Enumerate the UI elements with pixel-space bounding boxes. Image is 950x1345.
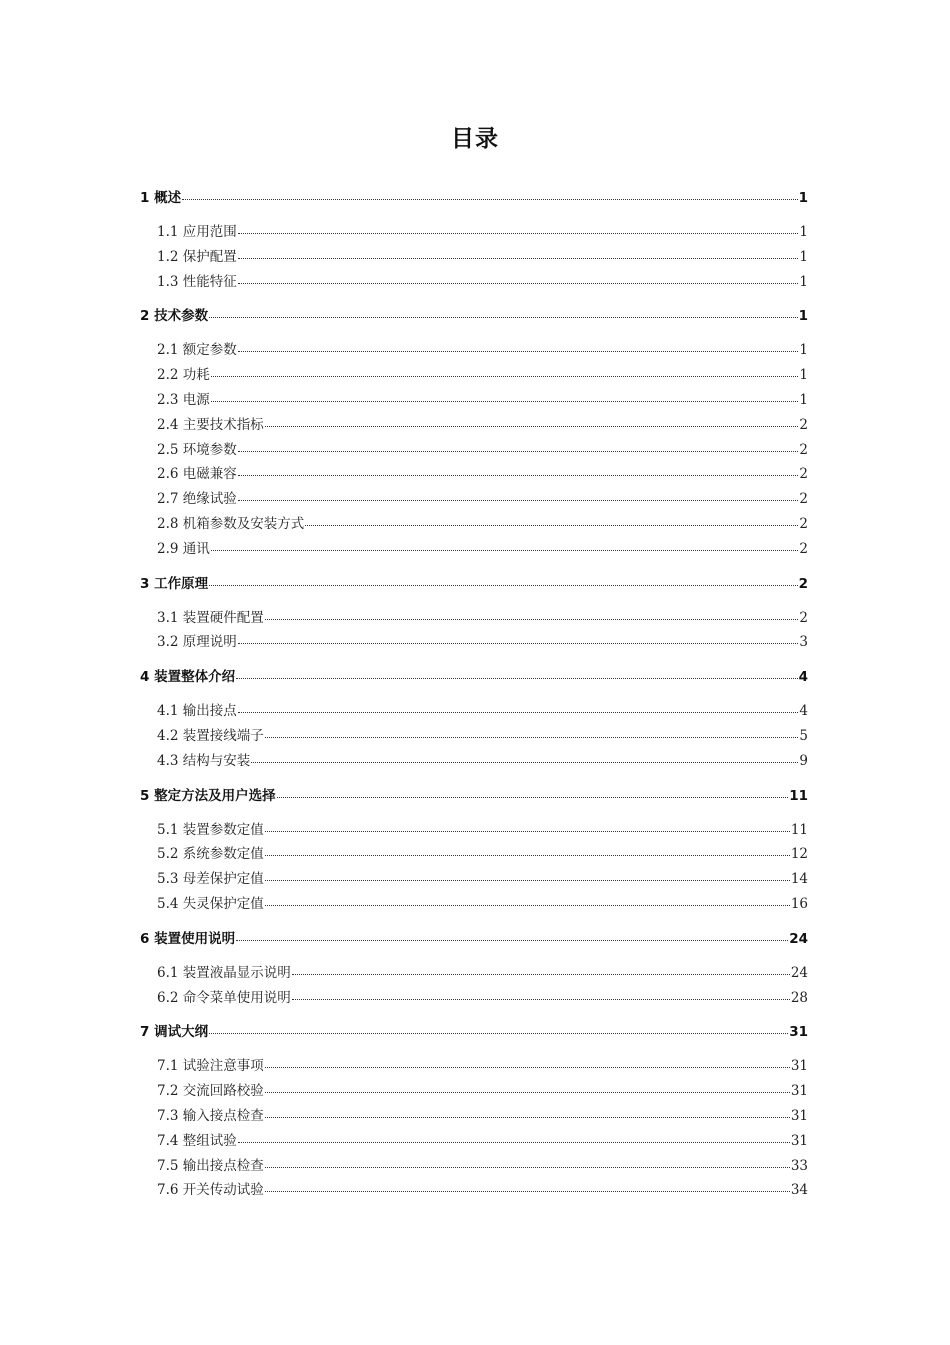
toc-entry-label: 2.9 通讯 [157,540,210,557]
toc-page-number: 31 [790,1132,808,1149]
toc-entry-label: 2.1 额定参数 [157,342,237,359]
toc-subsection-1-3[interactable] [140,270,808,295]
toc-section-5[interactable] [140,784,808,808]
toc-page-number: 31 [789,1024,808,1041]
toc-entry-label: 7.2 交流回路校验 [157,1083,264,1100]
toc-subsection-7-1[interactable] [140,1054,808,1079]
dot-leader [236,668,798,682]
dot-leader [238,223,799,237]
dot-leader [211,539,799,553]
toc-entry-label: 2.7 绝缘试验 [157,491,237,508]
toc-page-number: 12 [790,846,808,863]
dot-leader [265,415,799,429]
toc-entry-label: 3.2 原理说明 [157,634,237,651]
dot-leader [265,1106,790,1120]
toc-page-number: 9 [799,752,808,769]
toc-entry-label: 6 装置使用说明 [140,930,236,947]
toc-page-number: 24 [789,930,808,947]
toc-page-number: 33 [790,1157,808,1174]
toc-subsection-2-4[interactable] [140,413,808,438]
toc-subsection-7-6[interactable] [140,1178,808,1203]
dot-leader [211,366,799,380]
toc-subsection-5-1[interactable] [140,818,808,843]
dot-leader [182,189,798,203]
toc-page-number: 34 [790,1182,808,1199]
toc-subsection-6-1[interactable] [140,961,808,986]
toc-subsection-3-1[interactable] [140,606,808,631]
toc-page-number: 14 [790,871,808,888]
toc-subsection-5-2[interactable] [140,842,808,867]
dot-leader [277,786,789,800]
dot-leader [209,1023,788,1037]
dot-leader [265,1082,790,1096]
toc-subsection-2-1[interactable] [140,338,808,363]
toc-section-3[interactable] [140,572,808,596]
toc-page-number: 2 [799,441,808,458]
toc-page-number: 1 [799,367,808,384]
dot-leader [238,440,799,454]
toc-page-number: 2 [799,491,808,508]
toc-page-number: 31 [790,1058,808,1075]
dot-leader [265,870,790,884]
toc-subsection-7-4[interactable] [140,1129,808,1154]
toc-subsection-2-9[interactable] [140,537,808,562]
dot-leader [211,390,799,404]
dot-leader [251,751,798,765]
dot-leader [209,574,798,588]
toc-page-number: 2 [799,609,808,626]
toc-section-7[interactable] [140,1020,808,1044]
toc-entry-label: 2.4 主要技术指标 [157,416,264,433]
toc-page-number: 1 [799,342,808,359]
dot-leader [238,341,799,355]
toc-subsection-2-6[interactable] [140,462,808,487]
dot-leader [305,514,798,528]
dot-leader [209,307,798,321]
toc-section-6[interactable] [140,927,808,951]
toc-subsection-2-8[interactable] [140,512,808,537]
toc-page-number: 2 [799,416,808,433]
toc-entry-label: 2.2 功耗 [157,367,210,384]
toc-page-number: 11 [789,787,808,804]
toc-page-number: 5 [799,727,808,744]
toc-entry-label: 7.1 试验注意事项 [157,1058,264,1075]
dot-leader [238,1131,790,1145]
dot-leader [265,608,799,622]
toc-entry-label: 1.3 性能特征 [157,273,237,290]
toc-subsection-4-1[interactable] [140,699,808,724]
toc-subsection-7-3[interactable] [140,1104,808,1129]
toc-entry-label: 6.2 命令菜单使用说明 [157,989,291,1006]
toc-entry-label: 2 技术参数 [140,308,209,325]
toc-page-number: 1 [799,391,808,408]
toc-subsection-2-7[interactable] [140,487,808,512]
toc-page-number: 11 [790,821,808,838]
toc-subsection-1-1[interactable] [140,220,808,245]
dot-leader [265,894,790,908]
dot-leader [265,1181,790,1195]
toc-entry-label: 5.1 装置参数定值 [157,821,264,838]
toc-entry-label: 6.1 装置液晶显示说明 [157,964,291,981]
toc-entry-label: 4.1 输出接点 [157,703,237,720]
toc-page-number: 31 [790,1083,808,1100]
toc-section-1[interactable] [140,186,808,210]
dot-leader [265,726,799,740]
toc-subsection-2-3[interactable] [140,388,808,413]
toc-subsection-5-4[interactable] [140,892,808,917]
toc-page-number: 1 [799,273,808,290]
toc-entry-label: 7.6 开关传动试验 [157,1182,264,1199]
toc-entry-label: 1.2 保护配置 [157,248,237,265]
toc-section-2[interactable] [140,304,808,328]
toc-entry-label: 5.2 系统参数定值 [157,846,264,863]
toc-entry-label: 2.8 机箱参数及安装方式 [157,515,305,532]
toc-page-number: 3 [799,634,808,651]
toc-page-number: 4 [798,669,808,686]
toc-entry-label: 4.3 结构与安装 [157,752,251,769]
dot-leader [238,702,799,716]
toc-entry-label: 2.3 电源 [157,391,210,408]
toc-page-number: 1 [799,224,808,240]
dot-leader [238,490,799,504]
toc-entry-label: 7.5 输出接点检查 [157,1157,264,1174]
toc-subsection-2-2[interactable] [140,363,808,388]
toc-page-number: 2 [798,575,808,592]
toc-page-number: 1 [799,248,808,265]
toc-subsection-6-2[interactable] [140,986,808,1011]
toc-page-number: 1 [798,308,808,325]
toc-page-number: 31 [790,1107,808,1124]
dot-leader [265,1057,790,1071]
dot-leader [238,465,799,479]
dot-leader [292,963,790,977]
toc-page-number: 2 [799,540,808,557]
toc-subsection-7-2[interactable] [140,1079,808,1104]
toc-subsection-4-3[interactable] [140,749,808,774]
toc-page-number: 2 [799,515,808,532]
dot-leader [265,820,790,834]
dot-leader [292,988,790,1002]
toc-subsection-1-2[interactable] [140,245,808,270]
toc-page-number: 28 [790,989,808,1006]
dot-leader [265,845,790,859]
toc-subsection-7-5[interactable] [140,1154,808,1179]
toc-page-number: 4 [799,703,808,720]
toc-page-number: 24 [790,964,808,981]
dot-leader [238,247,799,261]
dot-leader [238,272,799,286]
toc-entry-label: 5 整定方法及用户选择 [140,787,276,804]
toc-subsection-4-2[interactable] [140,724,808,749]
toc-entry-label: 2.6 电磁兼容 [157,466,237,483]
toc-entry-label: 1 概述 [140,190,182,206]
toc-page-number: 2 [799,466,808,483]
toc-page-number: 1 [798,190,808,206]
toc-entry-label: 3.1 装置硬件配置 [157,609,264,626]
table-of-contents [140,186,808,1203]
toc-subsection-2-5[interactable] [140,438,808,463]
toc-entry-label: 5.4 失灵保护定值 [157,895,264,912]
toc-entry-label: 7.4 整组试验 [157,1132,237,1149]
toc-entry-label: 5.3 母差保护定值 [157,871,264,888]
toc-subsection-5-3[interactable] [140,867,808,892]
toc-entry-label: 1.1 应用范围 [157,224,237,240]
toc-entry-label: 3 工作原理 [140,575,209,592]
toc-entry-label: 4.2 装置接线端子 [157,727,264,744]
toc-page-number: 16 [790,895,808,912]
toc-title: 目录 [451,126,499,152]
dot-leader [238,633,799,647]
toc-subsection-3-2[interactable] [140,630,808,655]
toc-section-4[interactable] [140,665,808,689]
dot-leader [265,1156,790,1170]
toc-entry-label: 7 调试大纲 [140,1024,209,1041]
dot-leader [236,929,788,943]
toc-entry-label: 2.5 环境参数 [157,441,237,458]
toc-entry-label: 7.3 输入接点检查 [157,1107,264,1124]
toc-entry-label: 4 装置整体介绍 [140,669,236,686]
